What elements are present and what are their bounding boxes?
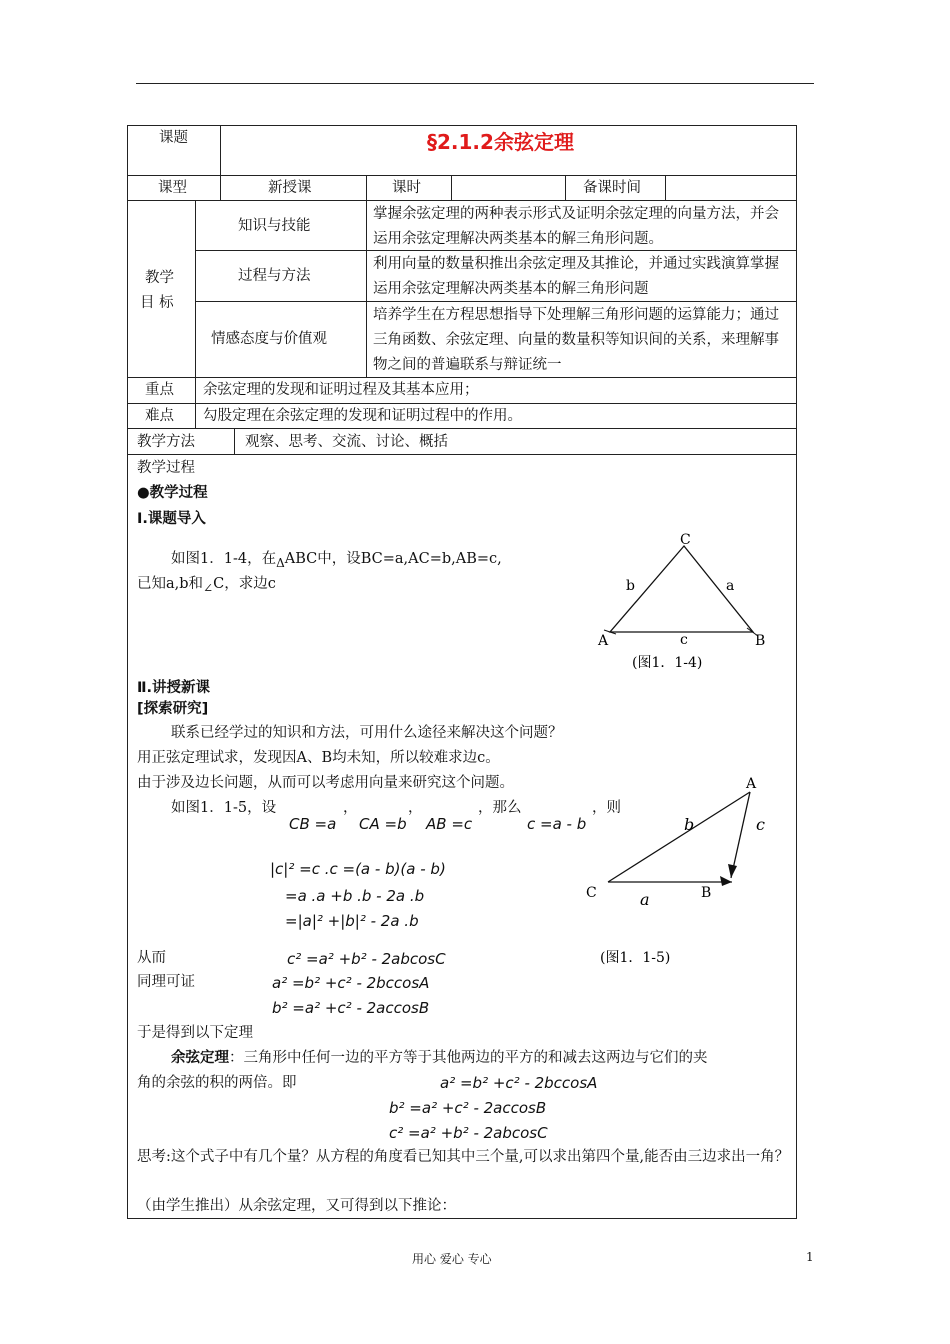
theorem-formula-c: c² =a² +b² - 2abcosC (389, 1124, 548, 1142)
therefore-text: 从而 (137, 950, 166, 966)
explore-heading: [探索研究] (137, 701, 209, 717)
key-text: 余弦定理的发现和证明过程及其基本应用； (203, 382, 479, 398)
page-number: 1 (806, 1250, 814, 1264)
fig1-label-a: a (726, 578, 735, 594)
formula-a: a² =b² +c² - 2bccosA (272, 974, 430, 992)
intro-text-2: 已知a,b和$_\angle$C，求边c (137, 576, 276, 595)
fig2-label-B: B (701, 885, 712, 901)
method-text: 观察、思考、交流、讨论、概括 (245, 434, 448, 450)
fig1-label-b: b (626, 578, 635, 594)
fig1-label-C: C (680, 532, 691, 548)
theorem-line-2: 角的余弦的积的两倍。即 (137, 1075, 297, 1091)
difficulty-text: 勾股定理在余弦定理的发现和证明过程中的作用。 (203, 408, 522, 424)
vec-ab: AB =c (426, 815, 473, 833)
intro-text-1: 如图1．1-4，在$_\Delta$ABC中，设BC=a,AC=b,AB=c, (171, 551, 502, 570)
type-label: 课型 (158, 180, 187, 196)
triangle-figure-1 (590, 528, 770, 673)
vec-c: c =a - b (527, 815, 587, 833)
vec-cb: CB =a (289, 815, 337, 833)
fig2-label-b: b (684, 815, 695, 834)
theorem-line-1: 余弦定理：三角形中任何一边的平方等于其他两边的平方的和减去这两边与它们的夹 (171, 1050, 708, 1066)
header-rule (136, 83, 814, 84)
goal-name-process: 过程与方法 (238, 268, 311, 284)
key-label: 重点 (145, 382, 174, 398)
fig2-caption: (图1．1-5) (600, 950, 671, 966)
fig2-label-A: A (746, 776, 757, 792)
para-4-start: 如图1．1-5，设 (171, 800, 277, 816)
fig2-label-a: a (640, 890, 650, 909)
footer-slogan: 用心 爱心 专心 (412, 1252, 492, 1266)
section-new-lesson: Ⅱ.讲授新课 (137, 680, 211, 696)
para-2: 用正弦定理试求，发现因A、B均未知，所以较难求边c。 (137, 750, 500, 766)
page-title: §2.1.2余弦定理 (427, 130, 574, 154)
fig1-caption: (图1．1-4) (632, 655, 703, 671)
goal-text-knowledge: 掌握余弦定理的两种表示形式及证明余弦定理的向量方法，并会运用余弦定理解决两类基本的解三角形问题。 (373, 206, 779, 247)
prep-time-label: 备课时间 (583, 180, 641, 196)
vector-figure-2 (580, 772, 780, 972)
goal-text-process: 利用向量的数量积推出余弦定理及其推论，并通过实践演算掌握运用余弦定理解决两类基本的解三角形问题 (373, 256, 779, 297)
method-label: 教学方法 (137, 434, 195, 450)
para-1: 联系已经学过的知识和方法，可用什么途径来解决这个问题？ (171, 725, 563, 741)
theorem-formula-a: a² =b² +c² - 2bccosA (440, 1074, 598, 1092)
para-4-comma2: ， (408, 800, 423, 816)
para-3: 由于涉及边长问题，从而可以考虑用向量来研究这个问题。 (137, 775, 514, 791)
fig1-label-c: c (680, 632, 688, 648)
goals-label-1: 教学 (145, 270, 174, 286)
process-label: 教学过程 (137, 460, 195, 476)
goal-name-knowledge: 知识与技能 (238, 218, 311, 234)
para-4-end: ，则 (592, 800, 621, 816)
topic-label: 课题 (159, 130, 188, 146)
derivation-1: |c|² =c .c =(a - b)(a - b) (270, 860, 446, 878)
fig2-label-C: C (586, 885, 597, 901)
hours-label: 课时 (392, 180, 421, 196)
fig1-label-A: A (598, 633, 609, 649)
process-heading: ●教学过程 (137, 485, 208, 501)
goals-label-2: 目 标 (140, 295, 174, 311)
vec-ca: CA =b (359, 815, 407, 833)
derivation-3: =|a|² +|b|² - 2a .b (285, 912, 419, 930)
fig2-label-c: c (756, 815, 765, 834)
formula-b: b² =a² +c² - 2accosB (272, 999, 430, 1017)
think-question: 思考:这个式子中有几个量？从方程的角度看已知其中三个量,可以求出第四个量,能否由三边求出一角？ (137, 1149, 790, 1165)
type-value: 新授课 (268, 180, 312, 196)
para-4-then: ，那么 (478, 800, 522, 816)
derivation-2: =a .a +b .b - 2a .b (285, 887, 425, 905)
difficulty-label: 难点 (145, 408, 174, 424)
goal-text-attitude: 培养学生在方程思想指导下处理解三角形问题的运算能力；通过三角函数、余弦定理、向量的数量积等知识间的关系，来理解事物之间的普遍联系与辩证统一 (373, 307, 779, 373)
derive-text: （由学生推出）从余弦定理，又可得到以下推论： (137, 1198, 456, 1214)
fig1-label-B: B (755, 633, 766, 649)
goal-name-attitude: 情感态度与价值观 (211, 331, 327, 347)
theorem-formula-b: b² =a² +c² - 2accosB (389, 1099, 547, 1117)
similar-text: 同理可证 (137, 974, 195, 990)
para-4-comma1: ， (343, 800, 358, 816)
then-text: 于是得到以下定理 (137, 1025, 253, 1041)
formula-c: c² =a² +b² - 2abcosC (287, 950, 446, 968)
section-intro: Ⅰ.课题导入 (137, 511, 206, 527)
